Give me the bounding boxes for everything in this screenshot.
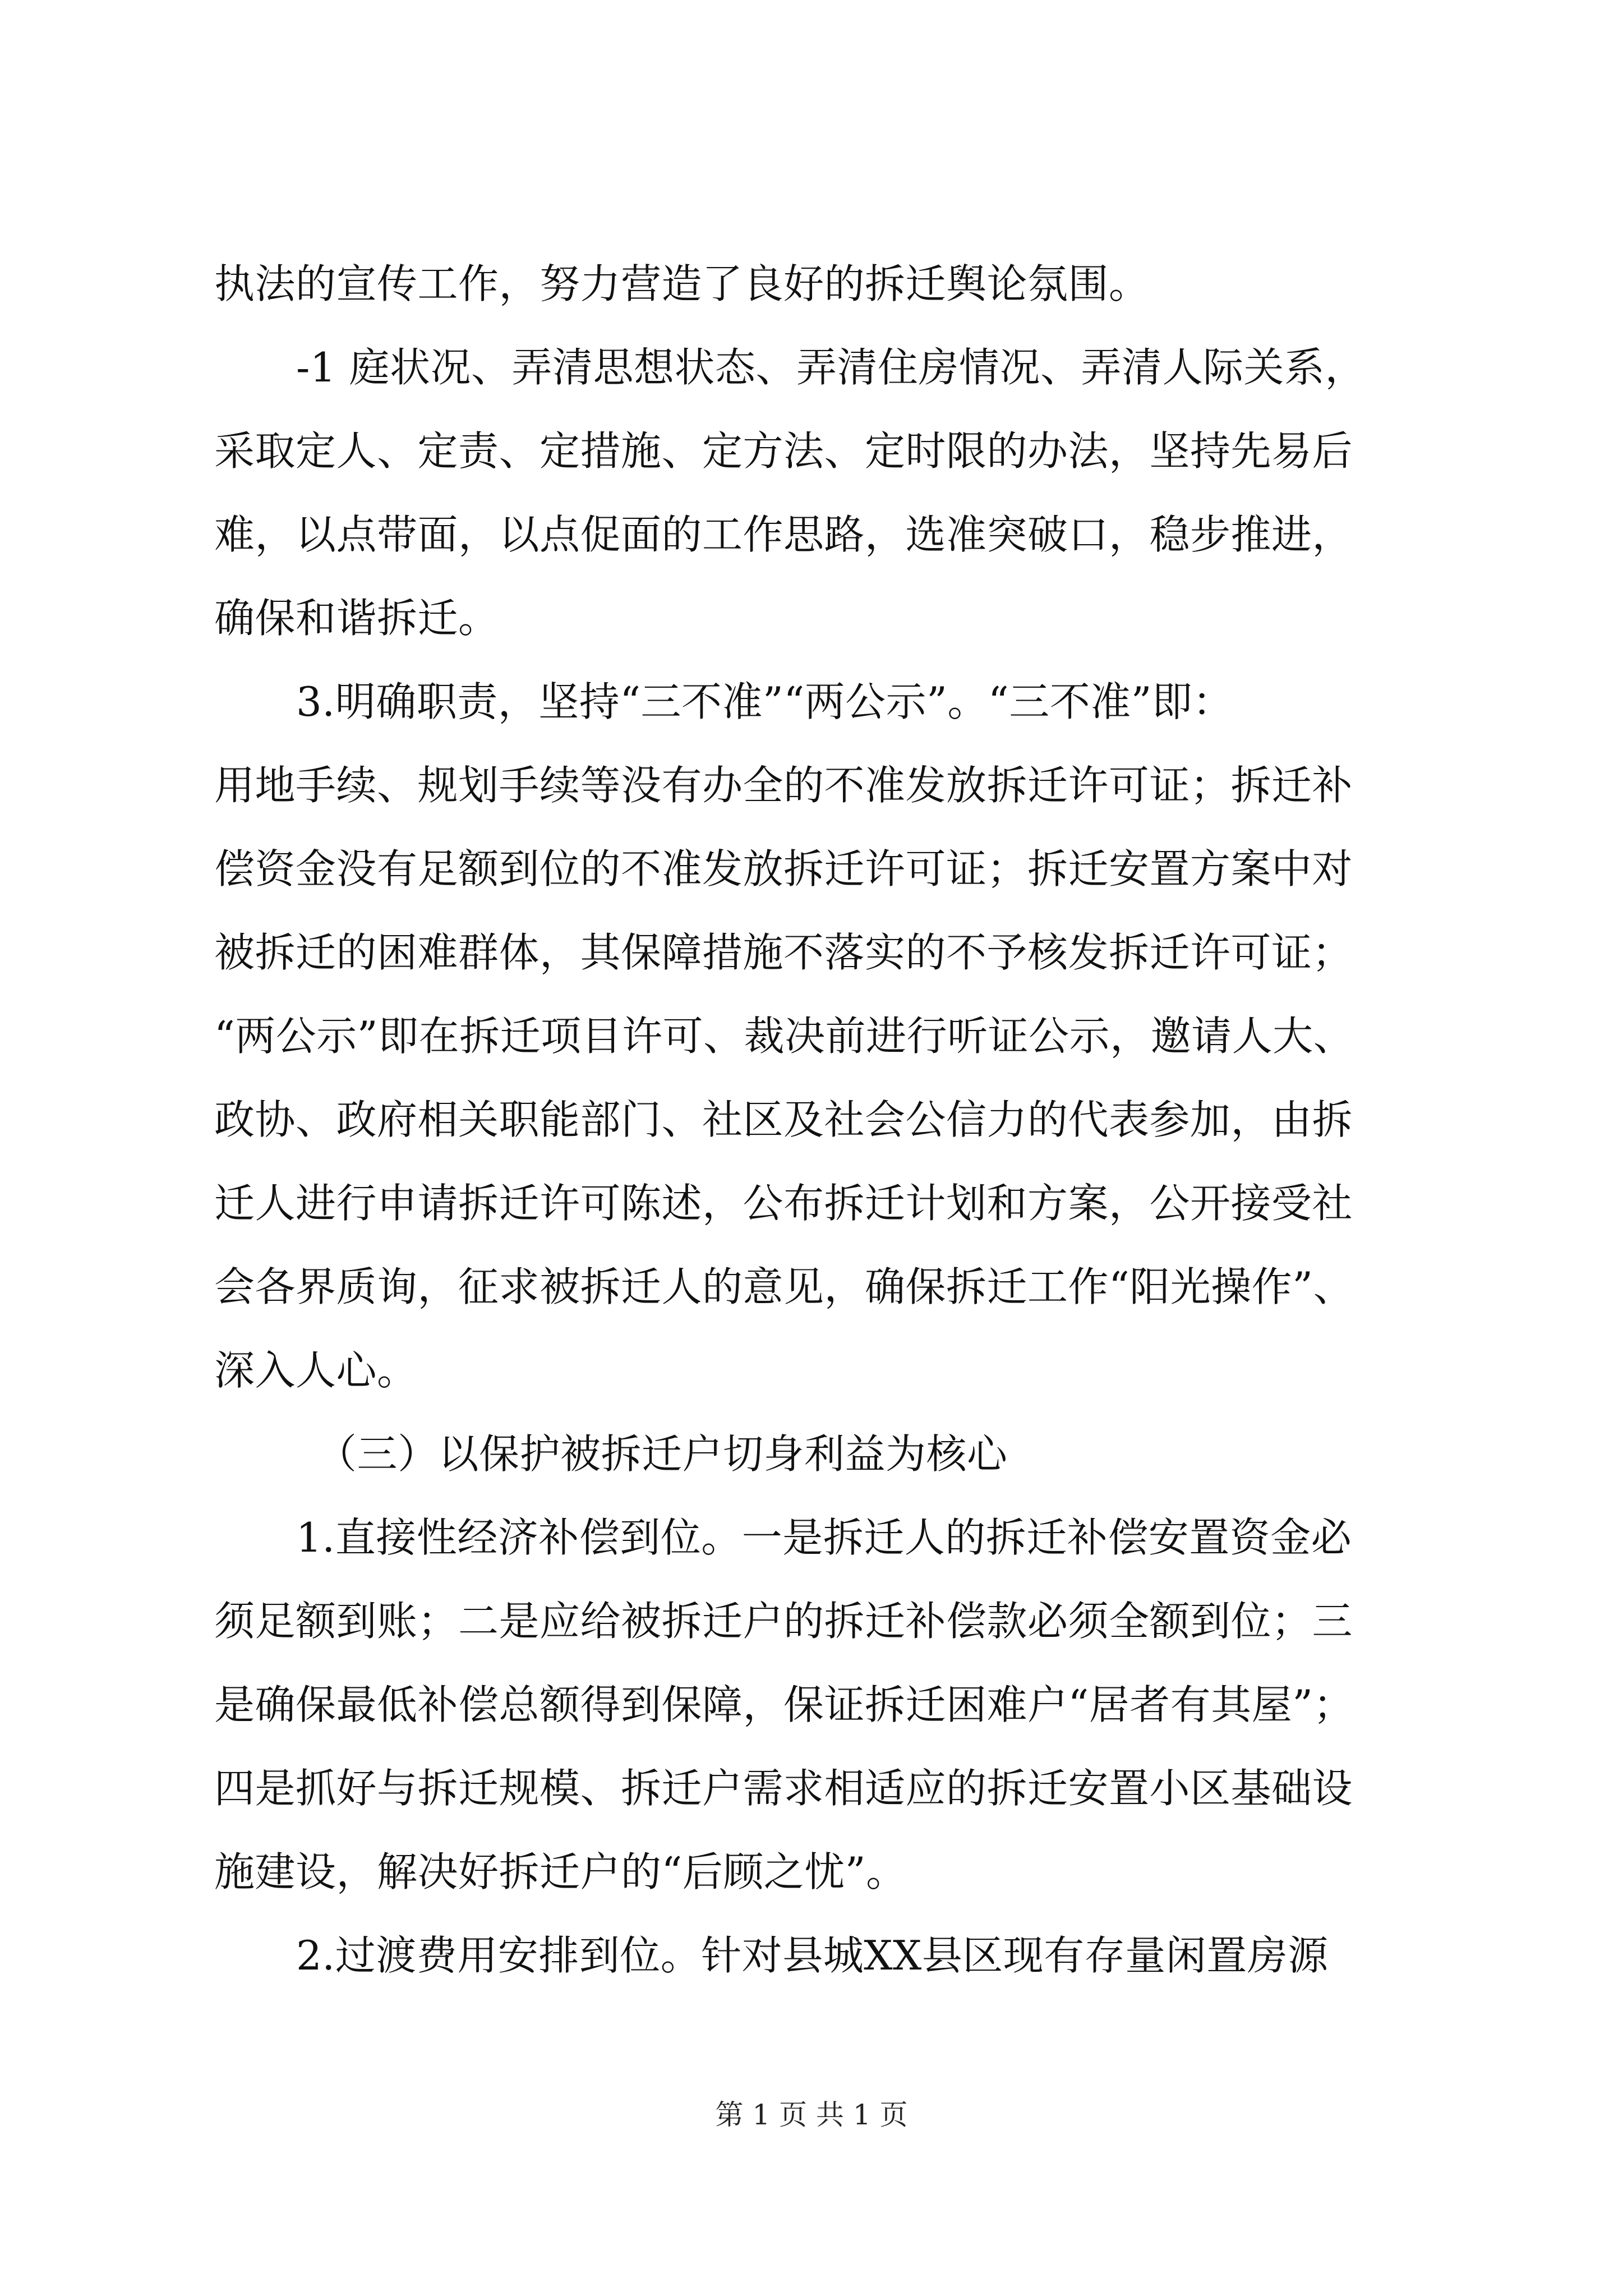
text-line: 1.直接性经济补偿到位。一是拆迁人的拆迁补偿安置资金必 [296,1514,1352,1561]
text-line: 3.明确职责，坚持“三不准”“两公示”。“三不准”即： [296,678,1234,725]
text-line: 执法的宣传工作，努力营造了良好的拆迁舆论氛围。 [214,260,1150,307]
text-line: 2.过渡费用安排到位。针对县城XX县区现有存量闲置房源 [296,1932,1329,1979]
text-line: 用地手续、规划手续等没有办全的不准发放拆迁许可证；拆迁补 [214,762,1353,809]
text-line: “两公示”即在拆迁项目许可、裁决前进行听证公示，邀请人大、 [214,1013,1354,1060]
text-line: 被拆迁的困难群体，其保障措施不落实的不予核发拆迁许可证； [214,929,1353,976]
text-line: 迁人进行申请拆迁许可陈述，公布拆迁计划和方案，公开接受社 [214,1180,1353,1227]
text-line: 确保和谐拆迁。 [214,595,499,642]
text-line: 偿资金没有足额到位的不准发放拆迁许可证；拆迁安置方案中对 [214,845,1353,892]
text-line: 采取定人、定责、定措施、定方法、定时限的办法，坚持先易后 [214,427,1353,475]
text-line: 须足额到账；二是应给被拆迁户的拆迁补偿款必须全额到位；三 [214,1598,1353,1645]
section-heading: （三）以保护被拆迁户切身利益为核心 [316,1430,1008,1478]
text-line: 难，以点带面，以点促面的工作思路，选准突破口，稳步推进， [214,511,1353,558]
text-line: 施建设，解决好拆迁户的“后顾之忧”。 [214,1848,907,1895]
text-line: 深入人心。 [214,1347,418,1394]
page-footer: 第 1 页 共 1 页 [715,2099,908,2131]
text-line: 四是抓好与拆迁规模、拆迁户需求相适应的拆迁安置小区基础设 [214,1765,1353,1812]
text-line: 政协、政府相关职能部门、社区及社会公信力的代表参加，由拆 [214,1096,1353,1143]
text-line: -1 庭状况、弄清思想状态、弄清住房情况、弄清人际关系， [296,344,1366,391]
document-body [214,242,1414,1998]
text-line: 会各界质询，征求被拆迁人的意见，确保拆迁工作“阳光操作”、 [214,1263,1354,1310]
text-line: 是确保最低补偿总额得到保障，保证拆迁困难户“居者有其屋”； [214,1681,1354,1728]
